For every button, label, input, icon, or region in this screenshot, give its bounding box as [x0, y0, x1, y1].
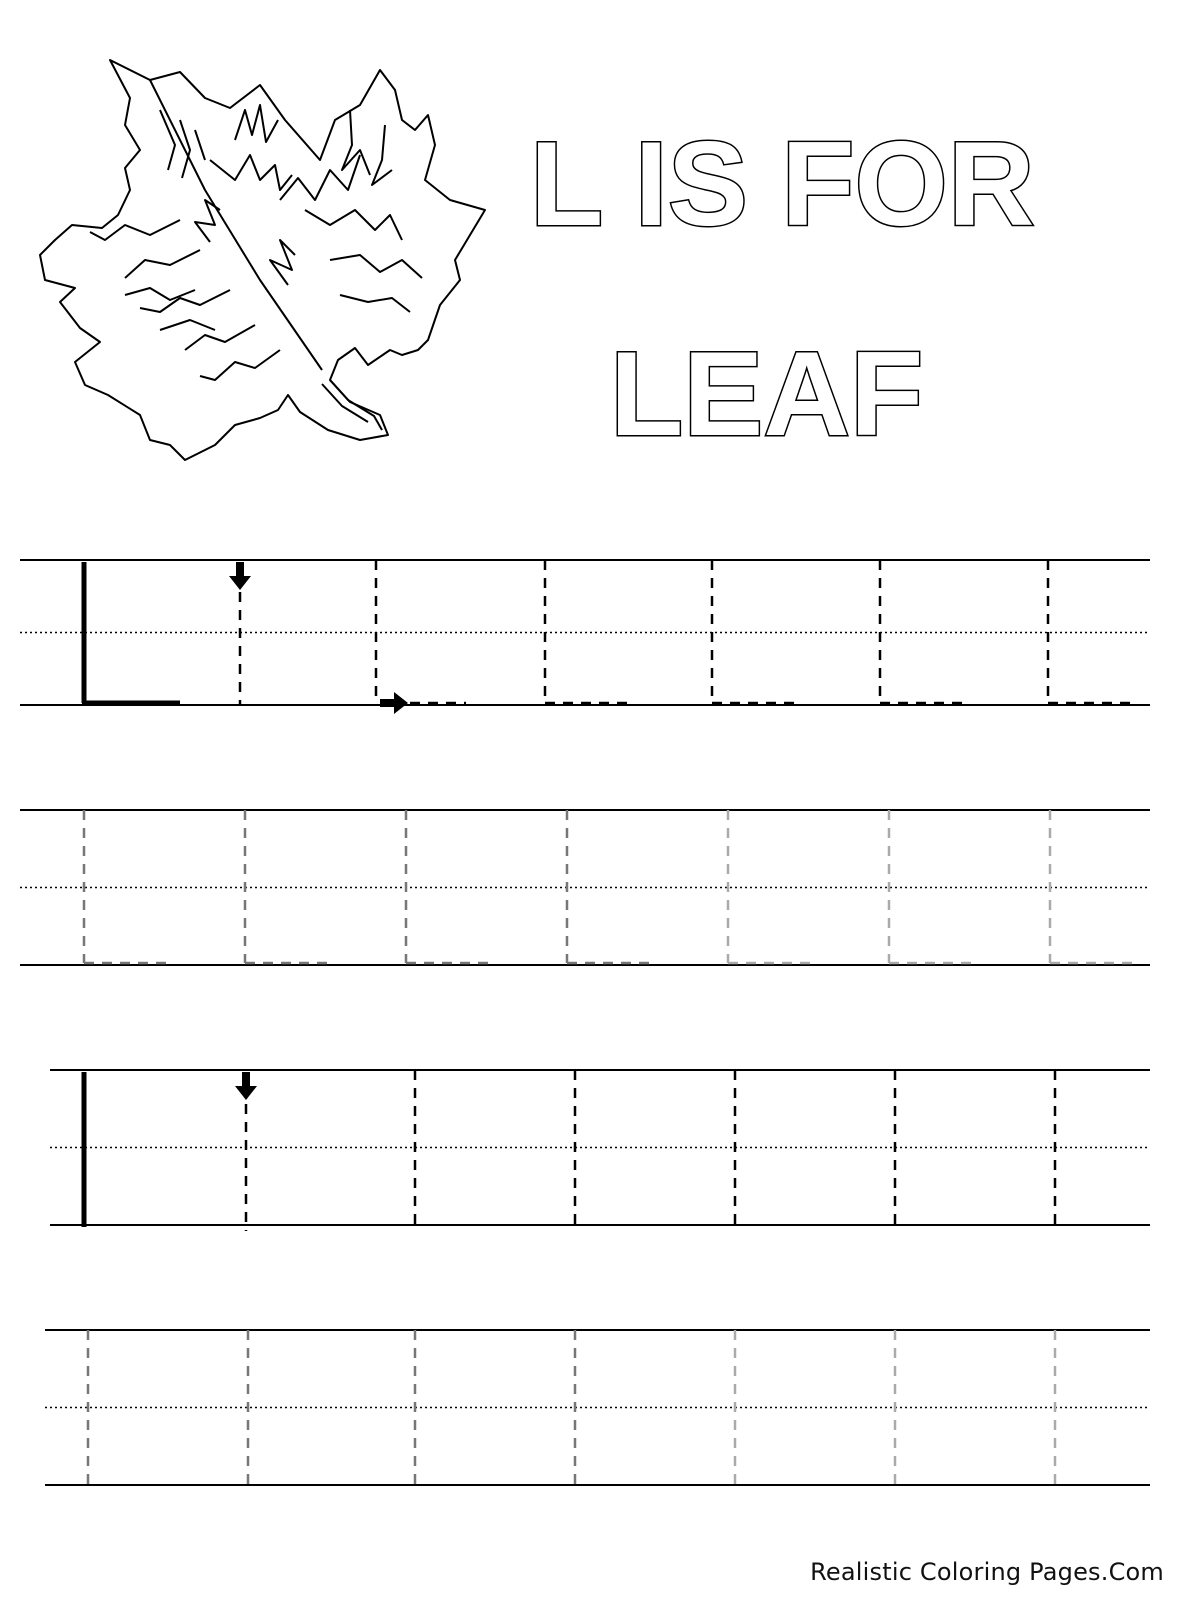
right-arrow-icon — [380, 692, 408, 714]
down-arrow-icon — [235, 1072, 257, 1100]
maple-leaf-icon — [30, 50, 510, 480]
title-line-1: L IS FOR — [530, 117, 1035, 251]
down-arrow-icon — [229, 562, 251, 590]
worksheet-title — [520, 100, 1080, 500]
tracing-area — [0, 540, 1200, 1540]
leaf-illustration — [30, 50, 510, 480]
title-line-2: LEAF — [610, 327, 924, 461]
footer-credit: Realistic Coloring Pages.Com — [810, 1558, 1164, 1586]
